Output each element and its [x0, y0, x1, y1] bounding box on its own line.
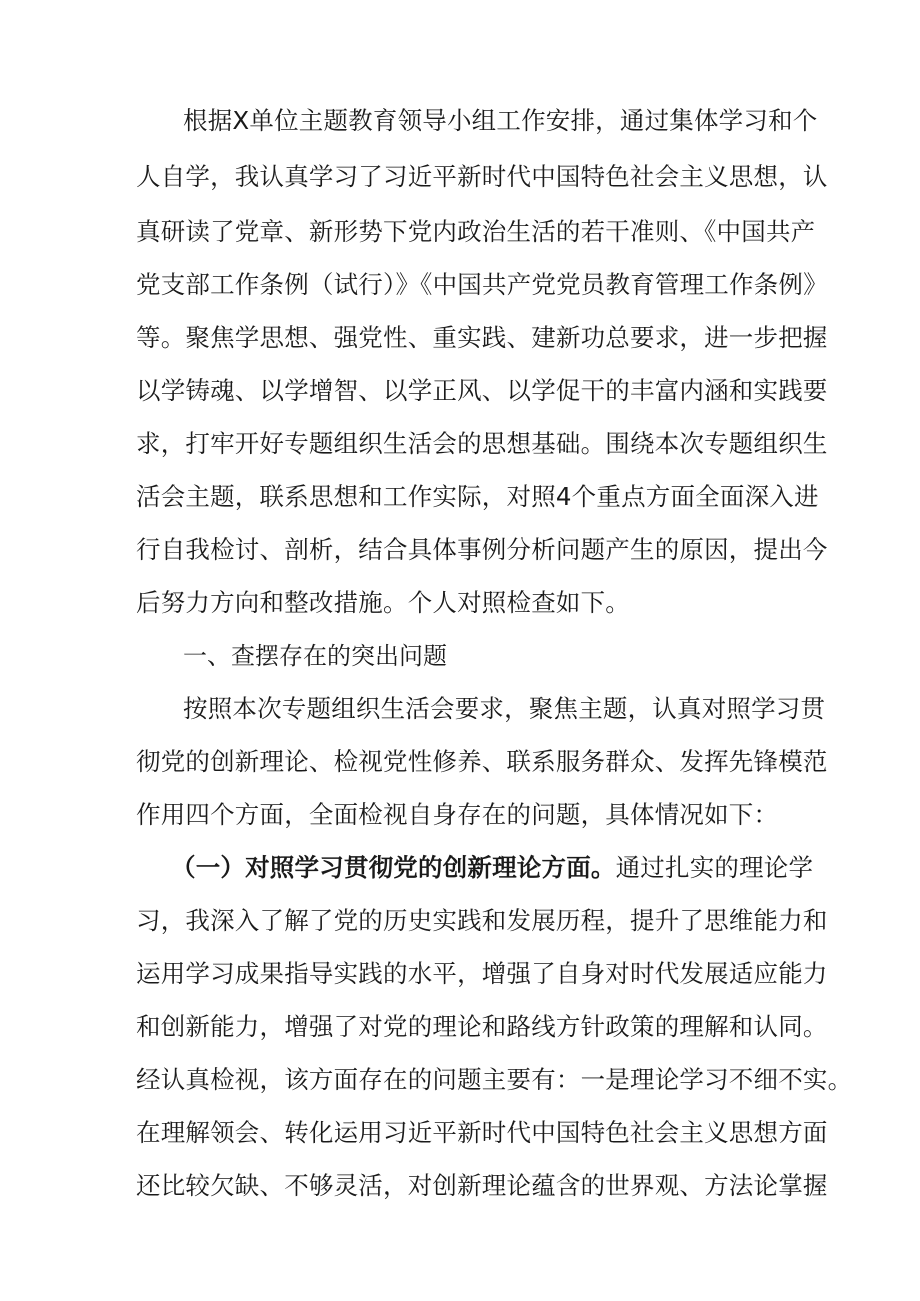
- text-line: 求，打牢开好专题组织生活会的思想基础。围绕本次专题组织生: [136, 429, 828, 458]
- text-line: 活会主题，联系思想和工作实际，对照4个重点方面全面深入进: [136, 482, 819, 511]
- text-line: 习，我深入了解了党的历史实践和发展历程，提升了思维能力和: [136, 906, 828, 935]
- text-line: 运用学习成果指导实践的水平，增强了自身对时代发展适应能力: [136, 959, 828, 988]
- text-line: [0, 848, 920, 888]
- text-line: 行自我检讨、剖析，结合具体事例分析问题产生的原因，提出今: [136, 535, 828, 564]
- subsection-lead: （一）对照学习贯彻党的创新理论方面。: [171, 853, 616, 882]
- text-line: 在理解领会、转化运用习近平新时代中国特色社会主义思想方面: [136, 1118, 828, 1147]
- text-line: 以学铸魂、以学增智、以学正风、以学促干的丰富内涵和实践要: [136, 376, 828, 405]
- text-line: 真研读了党章、新形势下党内政治生活的若干准则、《中国共产: [136, 217, 816, 246]
- section-heading: 一、查摆存在的突出问题: [183, 642, 447, 670]
- text-line: 按照本次专题组织生活会要求，聚焦主题，认真对照学习贯: [183, 694, 826, 723]
- text-line: 作用四个方面，全面检视自身存在的问题，具体情况如下：: [136, 800, 779, 829]
- text-line: 人自学，我认真学习了习近平新时代中国特色社会主义思想，认: [136, 162, 828, 191]
- text-line: 党支部工作条例（试行）》《中国共产党党员教育管理工作条例》: [136, 270, 828, 299]
- subsection-lead-rest: 通过扎实的理论学: [615, 853, 814, 882]
- text-line: 和创新能力，增强了对党的理论和路线方针政策的理解和认同。: [136, 1012, 828, 1041]
- text-line: 后努力方向和整改措施。个人对照检查如下。: [136, 588, 630, 617]
- text-line: 彻党的创新理论、检视党性修养、联系服务群众、发挥先锋模范: [136, 747, 828, 776]
- text-line: 经认真检视，该方面存在的问题主要有：一是理论学习不细不实。: [136, 1065, 853, 1094]
- text-line: 根据X单位主题教育领导小组工作安排，通过集体学习和个: [183, 106, 818, 135]
- text-line: 还比较欠缺、不够灵活，对创新理论蕴含的世界观、方法论掌握: [136, 1171, 828, 1200]
- text-line: 等。聚焦学思想、强党性、重实践、建新功总要求，进一步把握: [136, 323, 828, 352]
